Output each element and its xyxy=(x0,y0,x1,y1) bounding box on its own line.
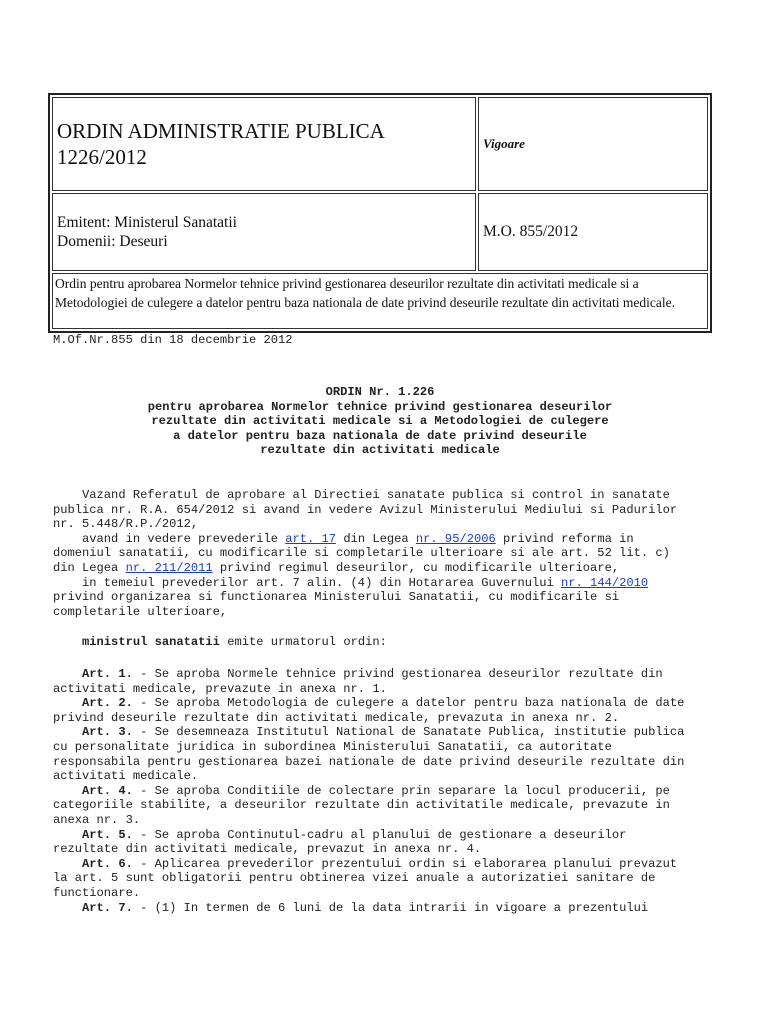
description-cell xyxy=(52,273,708,329)
preamble-text: in temeiul prevederilor art. 7 alin. (4) din Hotararea Guvernului xyxy=(53,575,562,590)
preamble-text: privind regimul deseurilor, cu modificarile ulterioare, xyxy=(212,560,620,575)
article-text: - Se aproba Conditiile de colectare prin separare la locul producerii, pe xyxy=(132,783,670,798)
article-text: cu personalitate juridica in subordinea Ministerului Sanatatii, ca autoritate xyxy=(53,739,612,754)
article-label: Art. 2. xyxy=(82,696,133,711)
article-text: - (1) In termen de 6 luni de la data intrarii in vigoare a prezentului xyxy=(132,900,649,915)
link-hg-144-2010[interactable]: nr. 144/2010 xyxy=(561,575,649,590)
link-art-17[interactable]: art. 17 xyxy=(285,531,337,546)
order-title-line: pentru aprobarea Normelor tehnice privind gestionarea deseurilor xyxy=(147,399,613,414)
preamble-line: publica nr. R.A. 654/2012 si avand in vedere Avizul Ministerului Mediului si Padurilor xyxy=(53,502,678,517)
minister-statement xyxy=(53,635,387,650)
article-label: Art. 3. xyxy=(82,725,133,740)
preamble-line: Vazand Referatul de aprobare al Directiei sanatate publica si control in sanatate xyxy=(53,488,670,502)
document-header-table xyxy=(48,93,712,333)
preamble-line: completarile ulterioare, xyxy=(53,604,228,619)
article-2 xyxy=(53,696,684,725)
description-text: Ordin pentru aprobarea Normelor tehnice privind gestionarea deseurilor rezultate din activitati medicale si a Metodologiei de culegere a datelor pentru baza nationala de date privind deseurile rezultate din activitati medicale. xyxy=(55,276,675,310)
article-text: activitati medicale, prevazute in anexa nr. 1. xyxy=(53,681,387,696)
article-text: - Se aproba Normele tehnice privind gestionarea deseurilor rezultate din xyxy=(132,667,663,681)
article-label: Art. 1. xyxy=(82,667,133,681)
article-7 xyxy=(53,901,648,915)
link-law-211-2011[interactable]: nr. 211/2011 xyxy=(125,560,213,575)
article-5 xyxy=(53,828,626,857)
issuer-cell xyxy=(52,193,476,271)
minister-rest: emite urmatorul ordin: xyxy=(219,635,387,649)
status-cell xyxy=(478,97,708,191)
preamble-line: privind organizarea si functionarea Ministerului Sanatatii, cu modificarile si xyxy=(53,590,620,605)
article-text: - Aplicarea prevederilor prezentului ordin si elaborarea planului prevazut xyxy=(132,856,678,871)
official-monitor-text: M.O. 855/2012 xyxy=(483,223,579,240)
preamble-text: privind reforma in xyxy=(495,531,634,546)
preamble-line: domeniul sanatatii, cu modificarile si completarile ulterioare si ale art. 52 lit. c) xyxy=(53,546,670,561)
article-text: rezultate din activitati medicale, prevazut in anexa nr. 4. xyxy=(53,842,482,857)
minister-name: ministrul sanatatii xyxy=(82,635,220,649)
order-title xyxy=(48,385,712,458)
order-title-line: ORDIN Nr. 1.226 xyxy=(325,385,435,399)
preamble-text: avand in vedere prevederile xyxy=(53,531,286,546)
article-text: - Se aproba Metodologia de culegere a datelor pentru baza nationala de date xyxy=(132,696,685,711)
preamble-text: din Legea xyxy=(336,531,416,546)
mof-line: M.Of.Nr.855 din 18 decembrie 2012 xyxy=(53,333,293,347)
article-6 xyxy=(53,857,677,900)
link-law-95-2006[interactable]: nr. 95/2006 xyxy=(415,531,496,546)
article-text: functionare. xyxy=(53,885,141,900)
articles xyxy=(53,667,684,915)
article-text: - Se aproba Continutul-cadru al planului de gestionare a deseurilor xyxy=(132,827,627,842)
article-text: activitati medicale. xyxy=(53,769,199,784)
article-1 xyxy=(53,667,663,696)
order-title-line: rezultate din activitati medicale si a Metodologiei de culegere xyxy=(151,414,609,429)
official-monitor-cell xyxy=(478,193,708,271)
preamble xyxy=(53,488,677,619)
article-text: privind deseurile rezultate din activitati medicale, prevazuta in anexa nr. 2. xyxy=(53,710,620,725)
order-title-line: a datelor pentru baza nationala de date privind deseurile xyxy=(173,428,587,443)
article-label: Art. 6. xyxy=(82,856,133,871)
article-3 xyxy=(53,725,684,783)
preamble-text: din Legea xyxy=(53,560,126,575)
article-text: la art. 5 sunt obligatorii pentru obtinerea vizei anuale a autorizatiei sanitare de xyxy=(53,871,656,886)
title-cell xyxy=(52,97,476,191)
status-label: Vigoare xyxy=(483,136,525,151)
order-title-line: rezultate din activitati medicale xyxy=(260,443,500,458)
article-label: Art. 4. xyxy=(82,783,133,798)
article-label: Art. 7. xyxy=(82,900,133,915)
article-text: anexa nr. 3. xyxy=(53,812,141,827)
article-text: categoriile stabilite, a deseurilor rezultate din activitatile medicale, prevazute in xyxy=(53,798,670,813)
document-title: ORDIN ADMINISTRATIE PUBLICA 1226/2012 xyxy=(57,119,385,169)
preamble-line: nr. 5.448/R.P./2012, xyxy=(53,517,199,532)
article-text: responsabila pentru gestionarea bazei nationale de date privind deseurile rezultate din xyxy=(53,754,685,769)
article-label: Art. 5. xyxy=(82,827,133,842)
article-4 xyxy=(53,784,670,827)
issuer-text: Emitent: Ministerul Sanatatii xyxy=(57,214,237,231)
article-text: - Se desemneaza Institutul National de Sanatate Publica, institutie publica xyxy=(132,725,685,740)
domain-text: Domenii: Deseuri xyxy=(57,233,168,250)
